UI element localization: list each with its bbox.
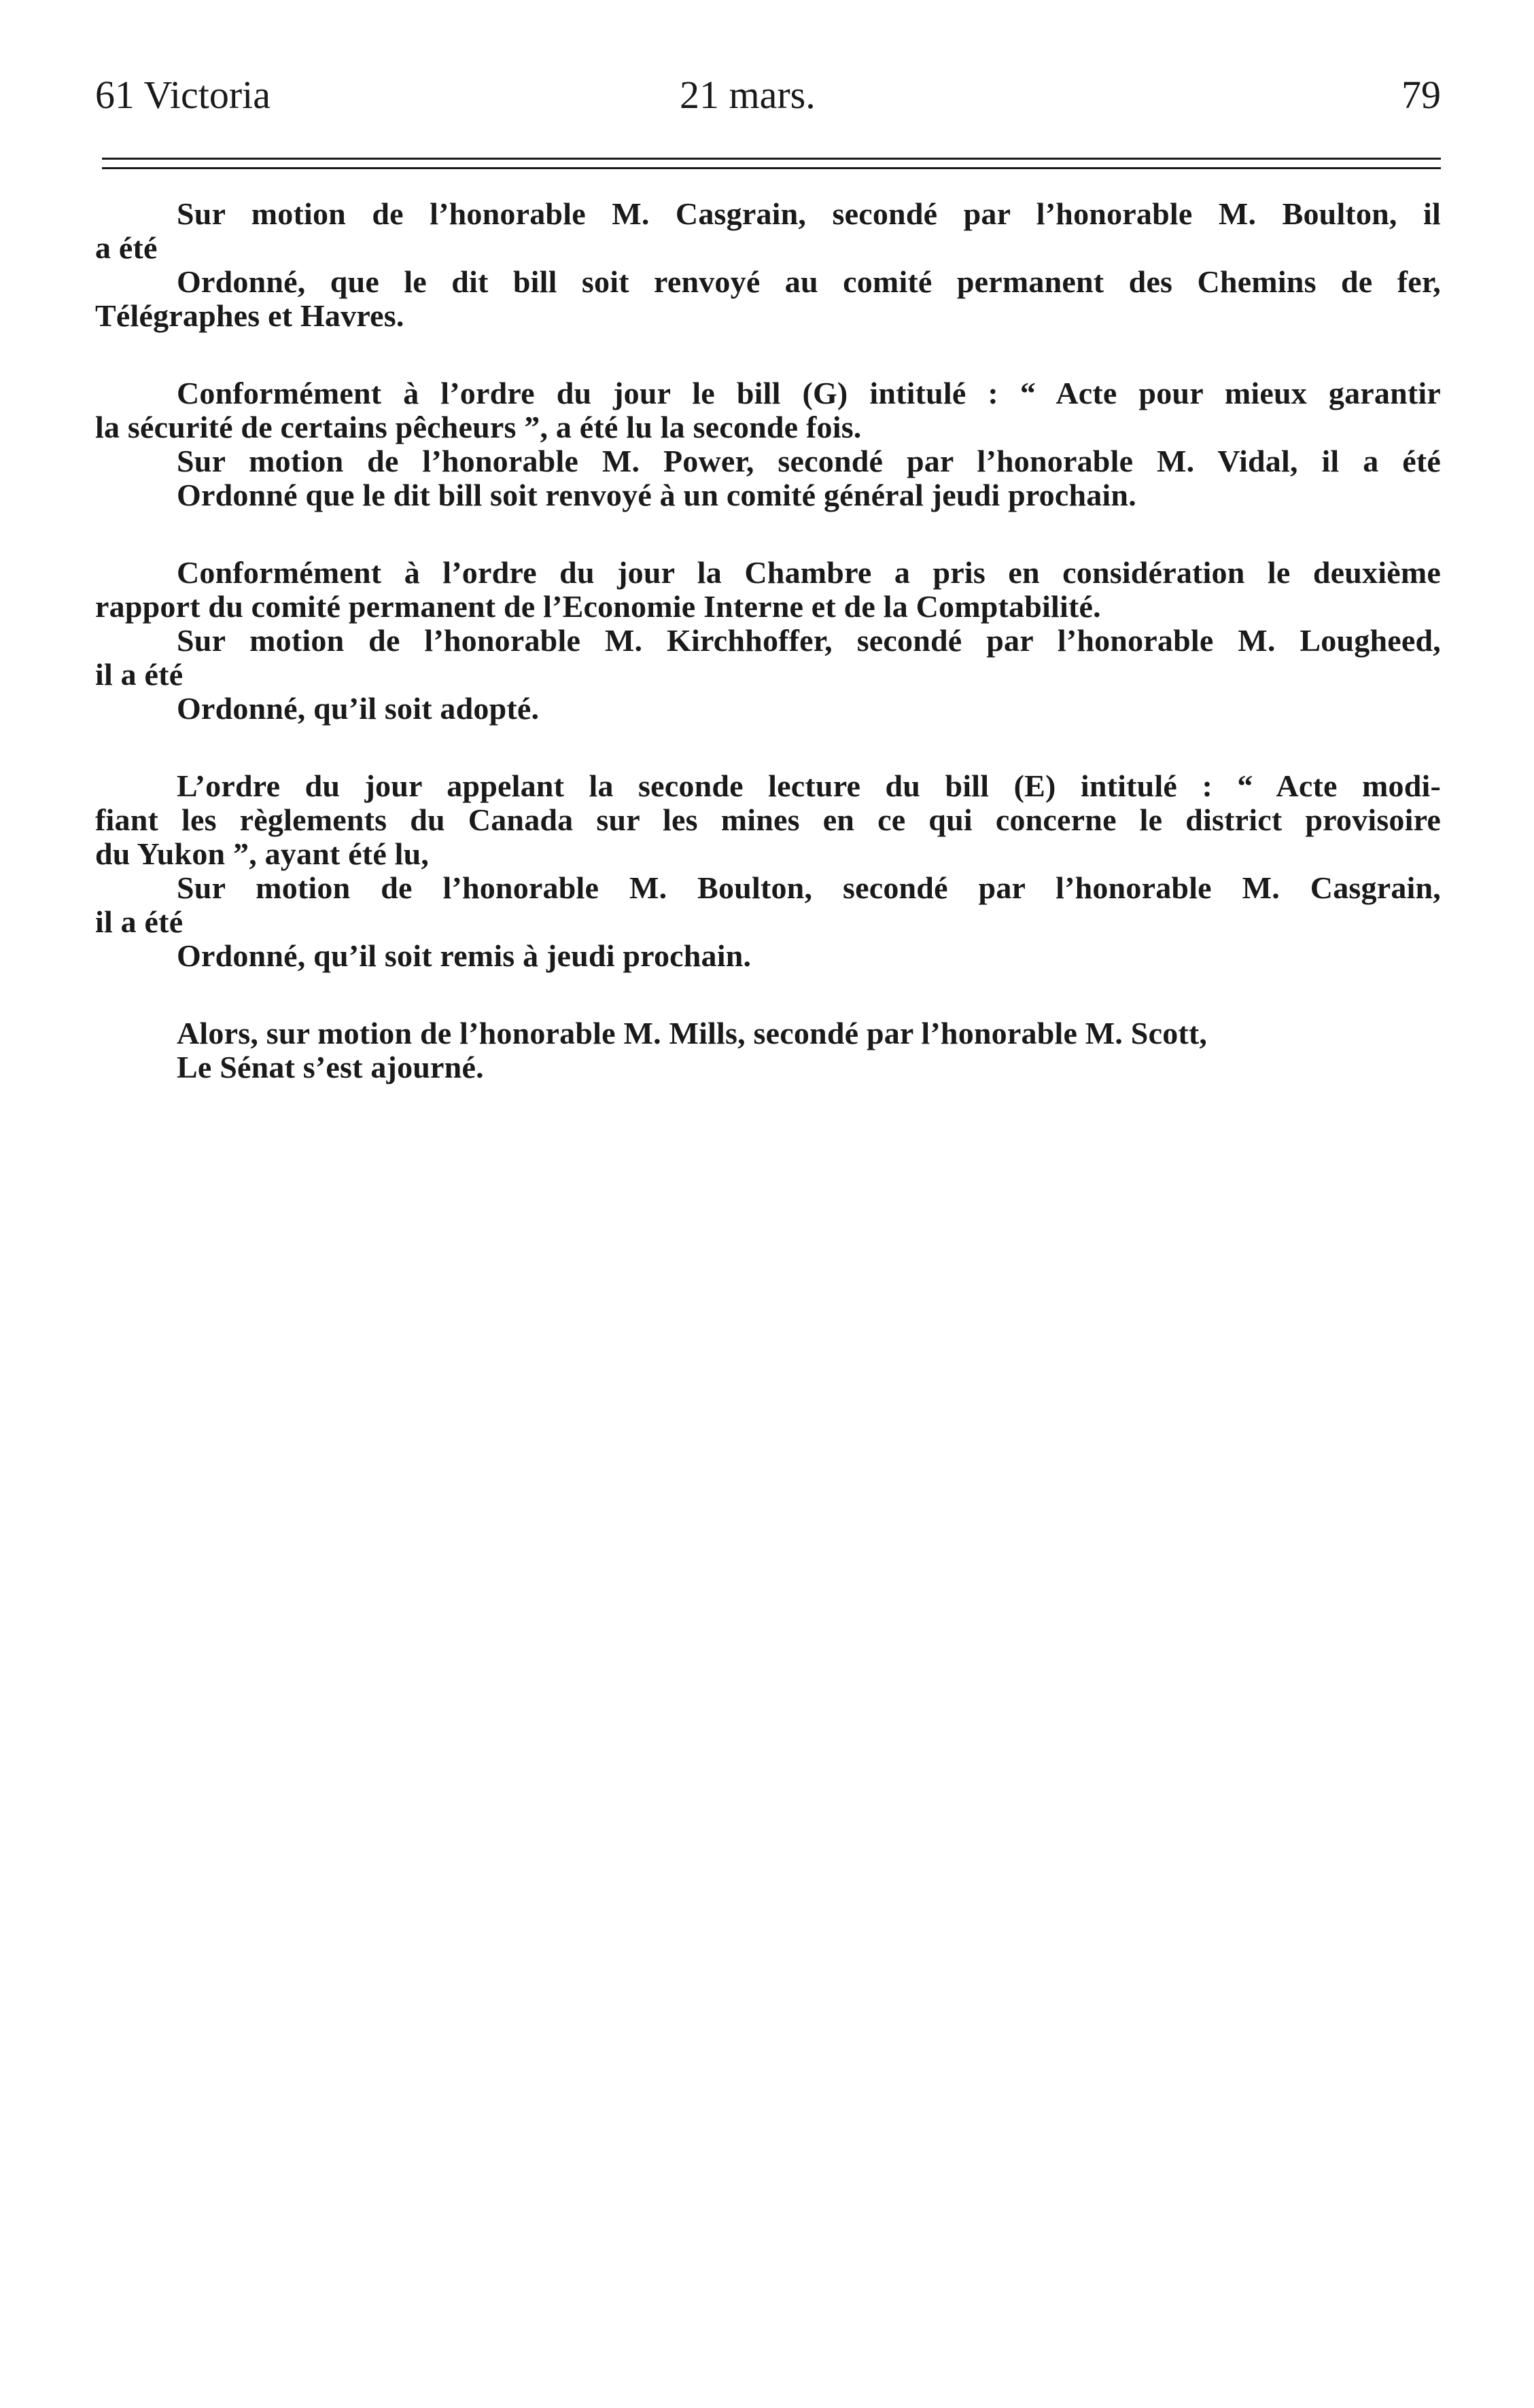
header-date: 21 mars.: [680, 73, 816, 117]
text-line: L’ordre du jour appelant la seconde lecture du bill (E) intitulé : “ Acte modi-: [177, 768, 1441, 803]
header-rule-top: [102, 158, 1441, 160]
text-line: a été: [95, 230, 158, 265]
paragraph-gap: [95, 512, 1441, 556]
text-line: il a été: [95, 657, 184, 692]
text-line: rapport du comité permanent de l’Economie Interne et de la Comptabilité.: [95, 589, 1101, 624]
paragraph: [95, 769, 1441, 973]
text-line: Ordonné, qu’il soit remis à jeudi prochain.: [177, 938, 752, 973]
text-line: fiant les règlements du Canada sur les mines en ce qui concerne le district provisoire: [95, 802, 1441, 837]
text-line: Sur motion de l’honorable M. Casgrain, secondé par l’honorable M. Boulton, il: [177, 196, 1441, 231]
text-line: du Yukon ”, ayant été lu,: [95, 836, 430, 871]
text-line: Sur motion de l’honorable M. Boulton, secondé par l’honorable M. Casgrain,: [177, 870, 1441, 905]
paragraph: [95, 376, 1441, 512]
paragraph: [95, 1016, 1441, 1084]
body-text: [95, 197, 1441, 1084]
text-line: Alors, sur motion de l’honorable M. Mills, secondé par l’honorable M. Scott,: [177, 1016, 1208, 1050]
paragraph-gap: [95, 973, 1441, 1016]
page-number: 79: [1401, 73, 1441, 117]
text-line: Sur motion de l’honorable M. Kirchhoffer, secondé par l’honorable M. Lougheed,: [177, 623, 1441, 658]
text-line: la sécurité de certains pêcheurs ”, a été lu la seconde fois.: [95, 410, 862, 444]
text-line: Ordonné, que le dit bill soit renvoyé au comité permanent des Chemins de fer,: [177, 264, 1441, 299]
paragraph: [95, 197, 1441, 333]
text-line: Conformément à l’ordre du jour la Chambre a pris en considération le deuxième: [177, 555, 1441, 590]
text-line: il a été: [95, 904, 184, 939]
page-header: [95, 68, 1441, 122]
text-line: Ordonné, qu’il soit adopté.: [177, 691, 540, 726]
text-line: Télégraphes et Havres.: [95, 298, 404, 333]
header-rule-bottom: [102, 167, 1441, 169]
text-line: Sur motion de l’honorable M. Power, secondé par l’honorable M. Vidal, il a été: [177, 444, 1441, 478]
header-regnal-year: 61 Victoria: [95, 73, 271, 117]
text-line: Le Sénat s’est ajourné.: [177, 1050, 484, 1084]
paragraph-gap: [95, 333, 1441, 376]
text-line: Conformément à l’ordre du jour le bill (G) intitulé : “ Acte pour mieux garantir: [177, 376, 1441, 410]
text-line: Ordonné que le dit bill soit renvoyé à un comité général jeudi prochain.: [177, 478, 1136, 512]
paragraph-gap: [95, 726, 1441, 769]
paragraph: [95, 556, 1441, 726]
